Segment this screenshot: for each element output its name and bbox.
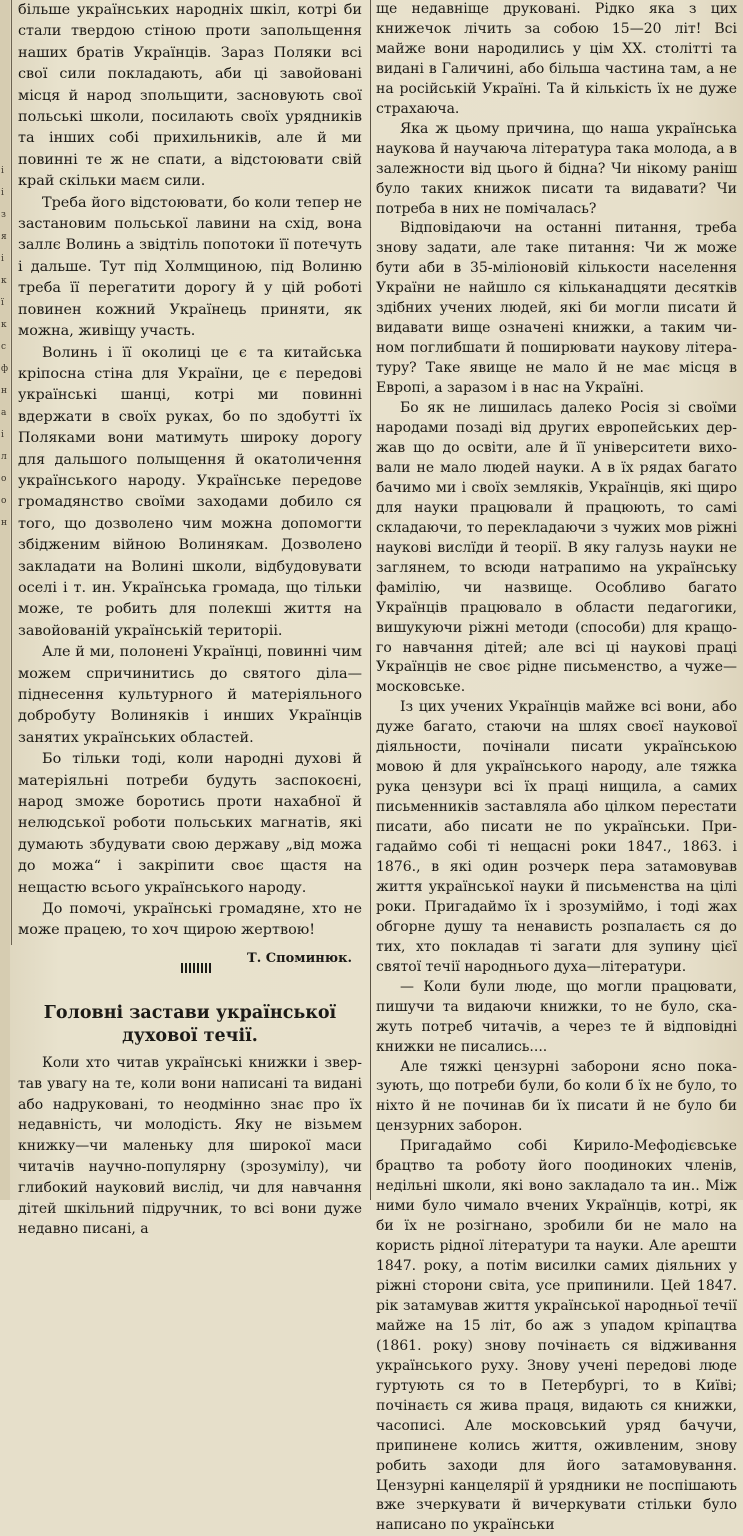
paragraph: Треба його відстоювати, бо коли тепер не застановим польської лавини на схід, вона заллє Волинь а звідтіль попотоки її потечуть і дальше. Тут під Холмщиною, під Волиню треба її перегатити дорогу й у цій роботі повинен кожний Українець приняти, як можна, живіщу участь. [18,194,362,340]
paragraph: Але й ми, полонені Українці, повинні чим можем спричинитись до святого діла—піднесення культурного й матеріяльного добробуту Волиняків і инших Українців занятих українських областей. [18,644,362,746]
left-page-edge [0,0,10,1200]
margin-fragment: і [1,166,4,176]
paragraph: — Коли були люде, що могли працювати, пишучи та видаючи книжки, то не було, скажуть потреб читачів, а через те й відповідні книжки не писались.... [376,978,737,1055]
margin-fragment: з [1,210,6,220]
paragraph: До помочі, українські громадяне, хто не може працею, то хоч щирою жертвою! [18,901,362,939]
margin-fragment: о [1,474,7,484]
margin-fragment: о [1,496,7,506]
paragraph: Бо тільки тоді, коли народні духові й матеріяльні потреби будуть заспокоєні, народ зможе боротись проти нахабної й нелюдської роботи польських магнатів, які думають збудувати свою державу „від можа до можа“ і закріпити своє щастя на нещастю всього українського народу. [18,751,362,896]
article-headline: Головні застави української духової течії. [43,1003,337,1046]
margin-fragment: к [1,320,7,330]
margin-fragment: н [1,386,7,396]
left-column-article [18,0,362,966]
paragraph: Відповідаючи на останні питання, треба знову задати, але таке питання: Чи ж може бути аби в 35-міліоновій кількости населення України не найшло ся кільканадцяти десятків здібних учених людей, які би могли писати й видавати вище означені книжки, а таким чином поглибшати й поширювати наукову літературу? Таке явище не мало й не має місця в Европі, а заразом і в нас на Україні. [376,220,737,397]
margin-fragments [1,160,7,534]
left-border-rule [11,0,12,945]
paragraph: Із цих учених Українців майже всі вони, або дуже багато, стаючи на шлях своєї наукової діяльности, почінали писати українською мовою й для українського народу, але тяжка рука цензури всі їх праці нищила, а самих письменників заставляла або цілком перестати писати, або писати не по українськи. Пригадаймо собі ті нещасні роки 1847., 1863. і 1876., в які один розчерк пера затамовував життя української науки й письменства на цілі роки. Пригадаймо їх і зрозуміймо, і тоді жах обгорне душу та ненависть розпалаєть ся до тих, хто покладав ті загати для зупину цієї святої течії народнього духа—літератури. [376,699,737,975]
paragraph: Пригадаймо собі Кирило-Мефодієвське брацтво та роботу його поодиноких членів, недільні школи, які воно закладало та ин.. Між ними було чимало вчених Українців, котрі, як би їх не розігнано, зробили би не мало на користь рідної літератури та науки. Але арешти 1847. року, а потім висилки самих діяльних у ріжні сторони світа, усе припинили. Цей 1847. рік затамував життя української народньої течії майже на 15 літ, бо аж з упадом кріпацтва (1861. року) знову почінаєть ся відживання українського руху. Знову учені передові люде гуртують ся то в Петербургі, то в Київі; почінаєть ся жива праця, видають ся книжки, часописі. Але московський уряд бачучи, припинене колись життя, оживленим, знову робить заходи для його затамовування. Цензурні канцелярії й урядники не поспішають вже зчеркувати й вичеркувати стільки було написано по українськи [376,1138,737,1534]
margin-fragment: і [1,430,4,440]
author-signature: Т. Споминюк. [247,950,352,966]
paragraph: більше українських народніх шкіл, котрі би стали твердою стіною проти запольщення наших братів Українців. Зараз Поляки всі свої сили покладають, аби ці завойовані місця й народ зпольщити, засновують свої польські школи, посилають своїх урядників та інших собі прихильників, але й ми повинні те ж не спати, а відстоювати свій край скільки маєм сили. [18,2,362,190]
section-divider-ornament [180,962,214,974]
margin-fragment: н [1,518,7,528]
paragraph: Але тяжкі цензурні заборони ясно показують, що потреби були, бо коли б їх не було, то ніхто й не починав би їх писати й не було би цензурних заборон. [376,1058,737,1135]
margin-fragment: ф [1,364,9,374]
paragraph: Бо як не лишилась далеко Росія зі своїми народами позаді від других европейських держав що до освіти, але й її університети виховали не мало людей науки. А в їх рядах багато бачимо ми і своїх земляків, Українців, які щиро для науки працювали й працюють, то самі складаючи, то перекладаючи з чужих мов ріжні наукові вислїди й теорії. В яку галузь науки не заглянем, то всюди натрапимо на українську фамілію, чи назвище. Особливо багато Українців працювало в области педагогики, вишукуючи ріжні методи (способи) для кращого навчання дітей; але всі ці наукові праці Українців не своє рідне письменство, а чуже—московське. [376,400,737,696]
margin-fragment: ї [1,298,4,308]
margin-fragment: а [1,408,7,418]
margin-fragment: л [1,452,7,462]
margin-fragment: с [1,342,7,352]
paragraph: Волинь і її околиці це є та китайська кріпосна стіна для України, це є передові українські шанці, котрі ми повинні вдержати в своїх руках, бо по здобутті їх Поляками вони матимуть широку дорогу для дальшого полыщення й окатоличення українського народу. Українське передове громадянство своїми заходами добило ся того, що дозволено чим можна допомогти збідженим війною Волинякам. Дозволено закладати на Волині школи, відбудовувати оселі і т. ин. Українська громада, що тільки може, те робить для полекші життя на завойованій українській територіі. [18,344,362,639]
margin-fragment: і [1,254,4,264]
margin-fragment: я [1,232,7,242]
paragraph: Яка ж цьому причина, що наша українська наукова й научаюча література така молода, а в залежности від цього й бідна? Чи нікому раніш було таких книжок писати та видавати? Чи потреба в них не помічалась? [376,120,737,217]
margin-fragment: і [1,188,4,198]
right-column-article [376,0,737,1534]
paragraph: ще недавніще друковані. Рідко яка з цих книжечок лічить за собою 15—20 літ! Всі майже вони народились у цім XX. столітті та видані в Галичині, або більша частина там, а не на російській Україні. Та й кількість їх не дуже страхаюча. [376,1,737,117]
column-rule [370,0,371,1200]
paragraph: Коли хто читав українські книжки і звертав увагу на те, коли вони написані та видані або надруковані, то неодмінно знає про їх недавність, чи молодість. Яку не візьмем книжку—чи маленьку для широкої маси читачів научно-популярну (зрозумілу), чи глибокий науковий вислід, чи для навчання дітей шкільний підручник, то всі вони дуже недавно писані, а [18,1055,362,1238]
margin-fragment: к [1,276,7,286]
article-body-left [18,1053,362,1238]
